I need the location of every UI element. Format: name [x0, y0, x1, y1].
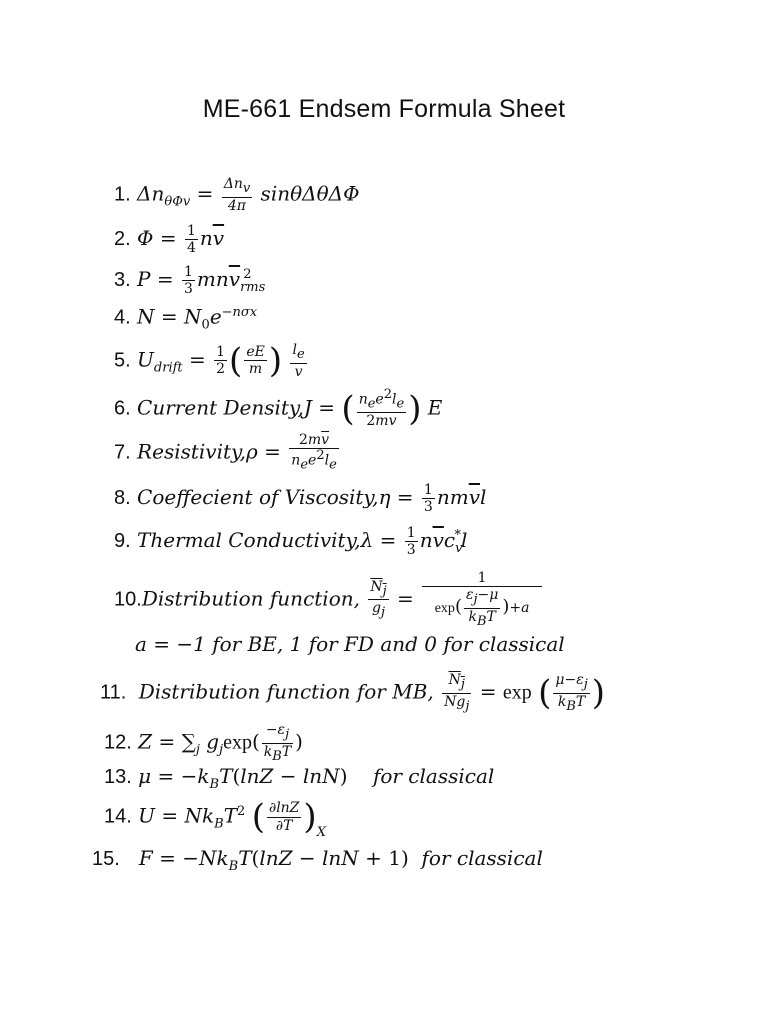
formula-label: Distribution function for MB,	[138, 679, 434, 704]
formula-15: 15. $F = -Nk_BT(\ln Z - \ln N + 1)$ for classical	[92, 846, 543, 874]
formula-number: 12.	[104, 731, 132, 754]
formula-8: 8. Coeffecient of Viscosity,η = $\frac{1}{3}$ $nm\overline{v}l$	[114, 482, 487, 516]
formula-number: 10.	[114, 588, 142, 611]
formula-suffix: for classical	[372, 764, 495, 788]
formula-10: 10.Distribution function, $\frac{N_j}{g_j}$ = 1 exp( $\frac{\varepsilon_j-\mu}{k_BT}$ )+a	[114, 570, 544, 630]
formula-5: 5. $U_{drift}$ = $\frac{1}{2}$ ( $\frac{eE}{m}$ ) $\frac{l_e}{v}$	[114, 340, 305, 381]
formula-label: Resistivity,	[137, 439, 247, 464]
formula-label: Distribution function,	[141, 586, 360, 611]
formula-number: 1.	[114, 183, 131, 206]
formula-number: 8.	[114, 487, 131, 510]
formula-number: 13.	[104, 766, 132, 788]
formula-3: 3. P = $\frac{1}{3}$ $mn\overline{v}_{rms}^2$	[114, 264, 266, 298]
formula-number: 2.	[114, 228, 131, 251]
formula-number: 4.	[114, 306, 131, 329]
formula-number: 11.	[100, 681, 127, 704]
formula-6: 6. Current Density,J = ( $\frac{n_ee^2l_e}{2m\overline{v}}$ ) E	[114, 387, 443, 430]
formula-11: 11. Distribution function for MB, $\frac{N_j}{Ng_j}$ = exp ( $\frac{\mu-\varepsilon_j}{k_BT}$ )	[100, 672, 605, 714]
formula-14: 14. $U = Nk_BT^2$ ( $\frac{\partial\ln Z}{\partial T}$ )$_X$	[104, 797, 326, 840]
formula-number: 6.	[114, 397, 131, 420]
formula-number: 5.	[114, 349, 131, 372]
formula-suffix: for classical	[421, 846, 543, 870]
formula-13: 13. $\mu = -k_BT(\ln Z - \ln N)$ for classical	[104, 764, 495, 792]
formula-number: 15.	[92, 848, 120, 870]
formula-label: Coeffecient of Viscosity,	[137, 485, 379, 510]
formula-number: 14.	[104, 805, 132, 828]
formula-12: 12. $Z = \sum_j$ $g_j\exp$( $\frac{-\varepsilon_j}{k_BT}$ )	[104, 722, 303, 764]
formula-label: Current Density,	[137, 395, 304, 420]
page-title: ME-661 Endsem Formula Sheet	[202, 95, 566, 123]
formula-2: 2. Φ = $\frac{1}{4}$ $n\overline{v}$	[114, 223, 225, 257]
formula-number: 9.	[114, 530, 131, 553]
formula-label: Thermal Conductivity,	[137, 528, 361, 553]
formula-number: 3.	[114, 269, 131, 292]
formula-7: 7. Resistivity,ρ = $\frac{2m\overline{v}}{n_ee^2l_e}$	[114, 432, 337, 473]
formula-10-note: a = −1 for BE, 1 for FD and 0 for classical	[135, 632, 565, 656]
formula-number: 7.	[114, 441, 131, 464]
formula-4: 4. $N = N_0e^{-n\sigma x}$	[114, 304, 258, 333]
formula-9: 9. Thermal Conductivity,λ = $\frac{1}{3}$ $n\overline{v}c_v^*l$	[114, 525, 468, 559]
formula-1: 1. $\Delta n_{\theta\Phi v}$ = $\frac{\Delta n_v}{4\pi}$ sinθΔθΔΦ	[114, 176, 360, 214]
